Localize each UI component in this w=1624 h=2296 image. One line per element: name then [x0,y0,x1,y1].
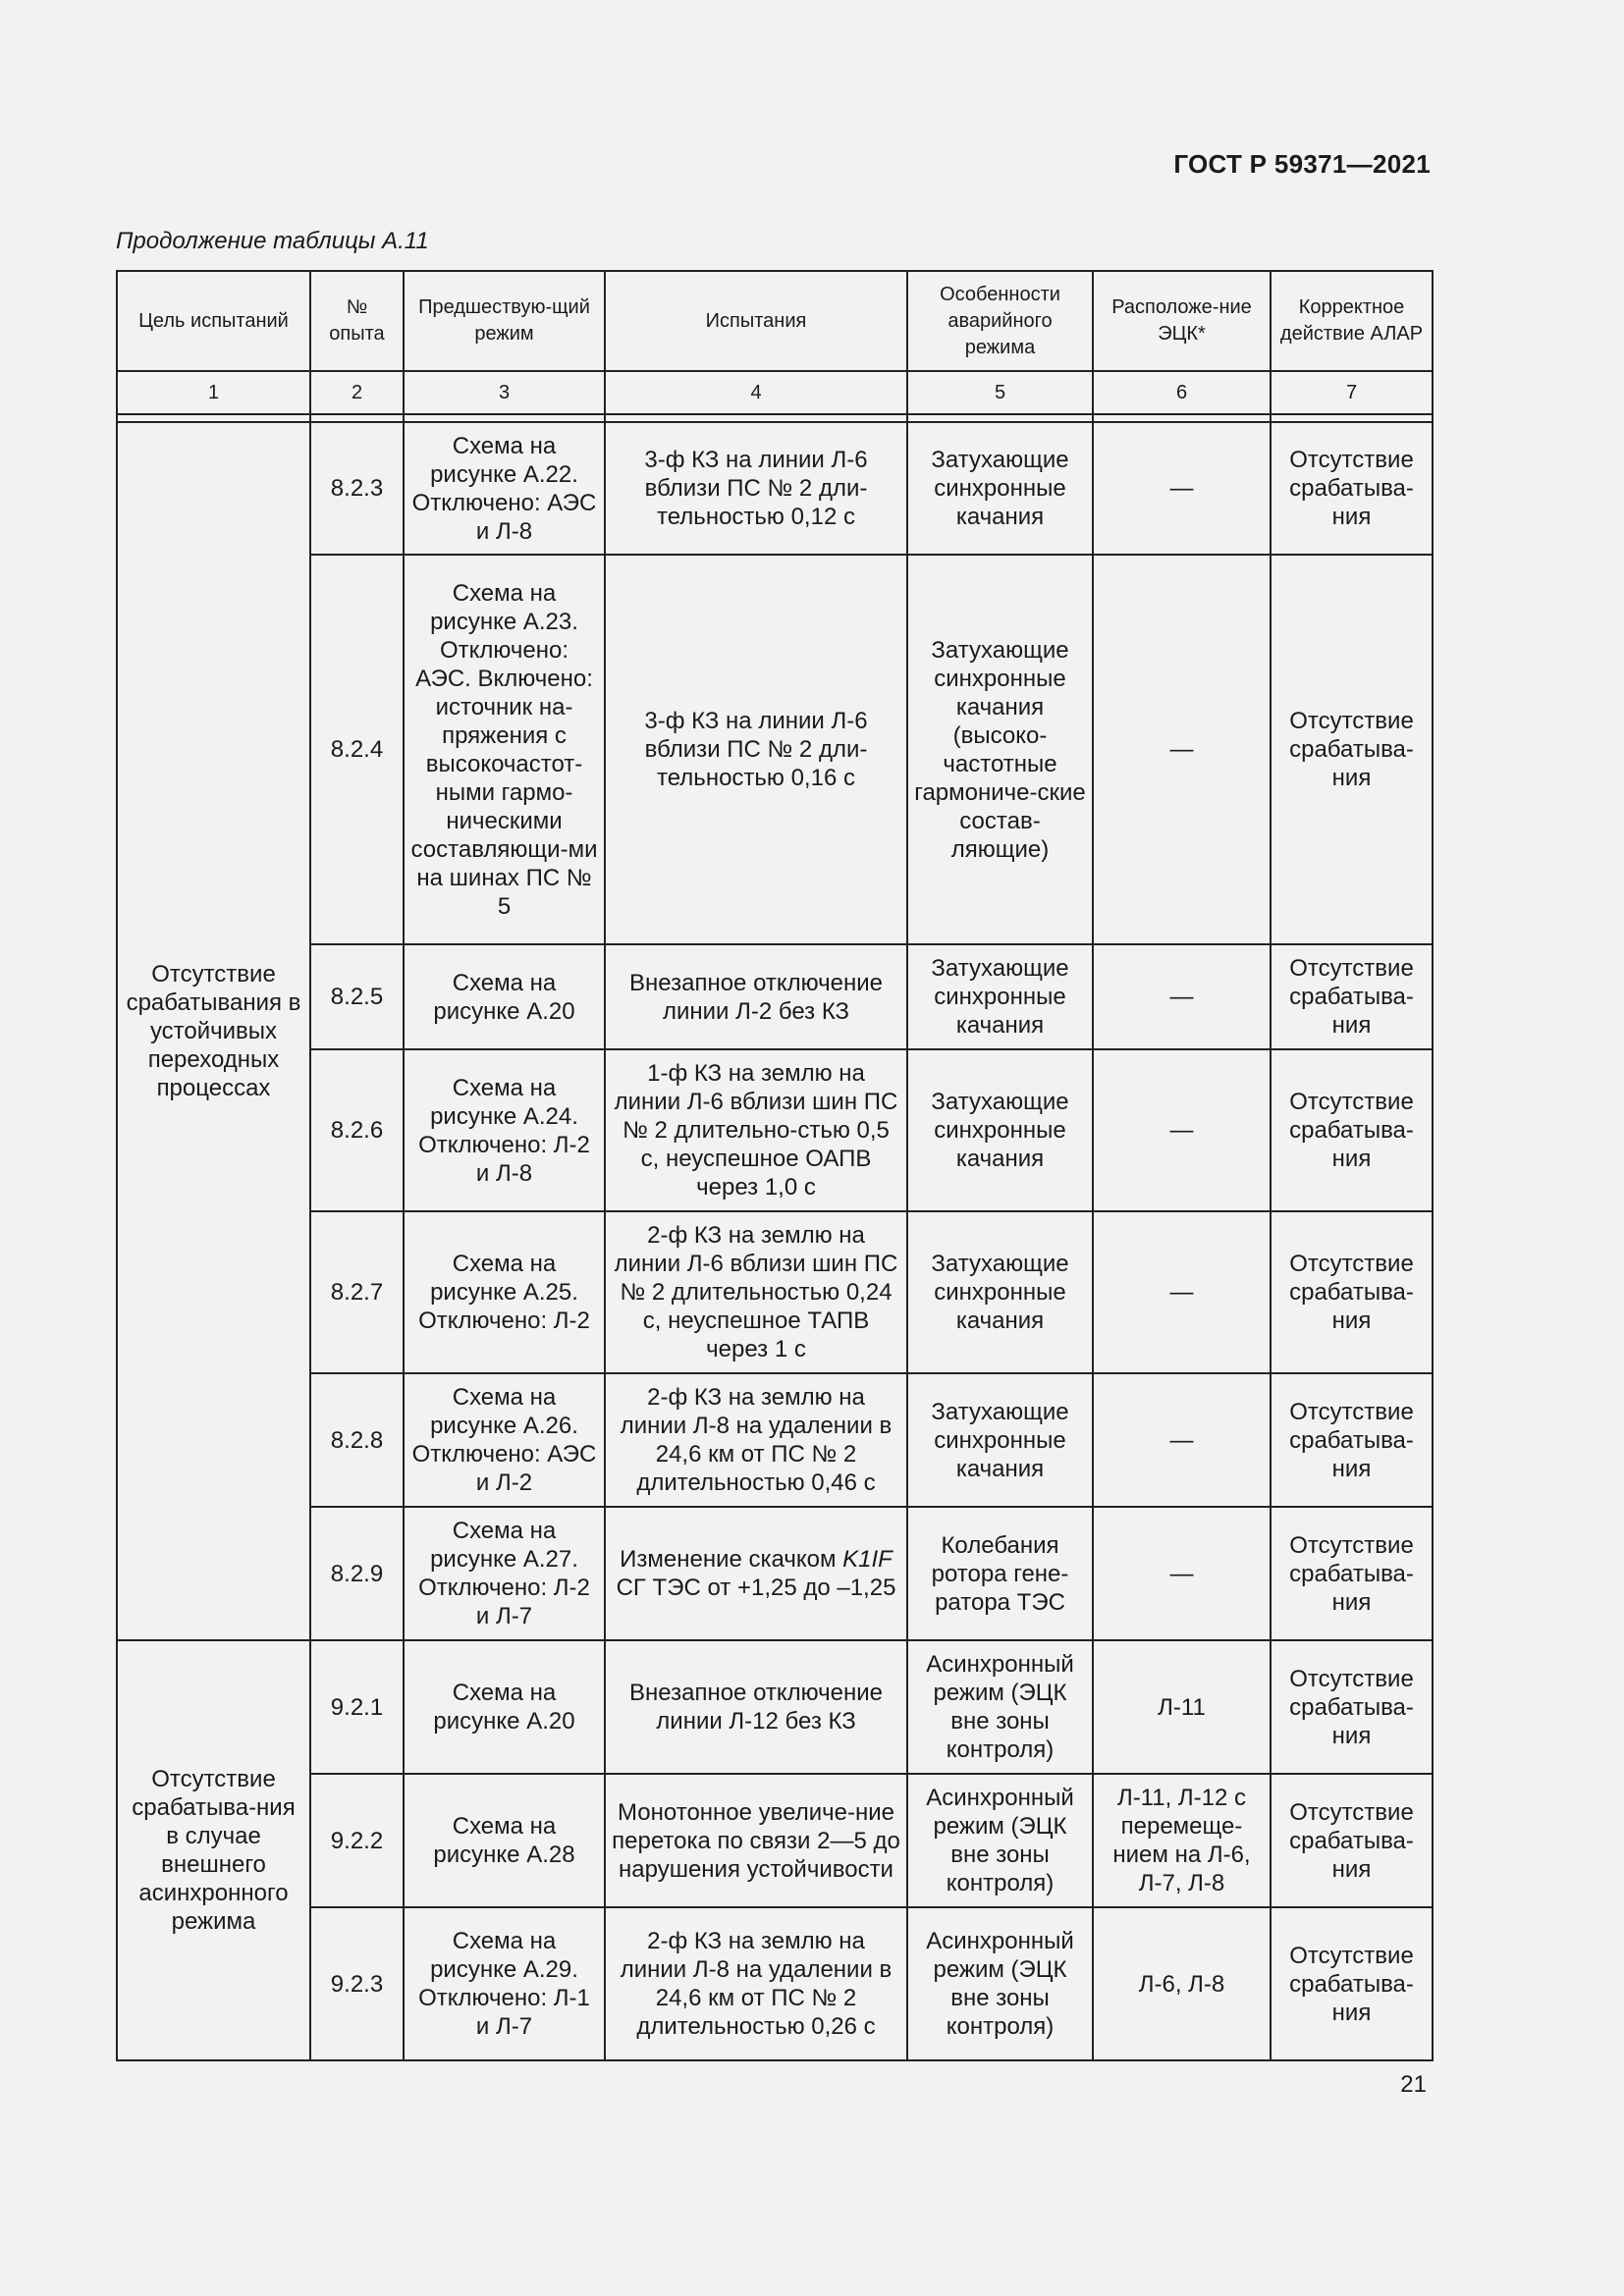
header-cell-prior: Предшествую-щий режим [404,271,605,371]
experiment-number: 8.2.9 [310,1507,404,1640]
table-row [117,1507,1433,1640]
test-description: 3-ф КЗ на линии Л-6 вблизи ПС № 2 дли-тельностью 0,12 с [605,422,907,555]
correct-action: Отсутствие срабатыва-ния [1271,1211,1433,1373]
test-description: Внезапное отключение линии Л-12 без КЗ [605,1640,907,1774]
correct-action: Отсутствие срабатыва-ния [1271,1774,1433,1907]
table-row [117,1774,1433,1907]
correct-action: Отсутствие срабатыва-ния [1271,422,1433,555]
column-number: 4 [605,371,907,414]
header-cell-action: Корректное действие АЛАР [1271,271,1433,371]
experiment-number: 9.2.3 [310,1907,404,2060]
ecc-location: — [1093,422,1271,555]
fault-features: Затухающие синхронные качания [907,944,1093,1049]
ecc-location: — [1093,1211,1271,1373]
prior-mode: Схема на рисунке А.20 [404,944,605,1049]
test-text-italic: K1IF [842,1546,893,1573]
prior-mode: Схема на рисунке А.24. Отключено: Л-2 и Л-8 [404,1049,605,1211]
column-number: 7 [1271,371,1433,414]
prior-mode: Схема на рисунке А.27. Отключено: Л-2 и Л-7 [404,1507,605,1640]
fault-features: Затухающие синхронные качания [907,1211,1093,1373]
experiment-number: 8.2.4 [310,555,404,944]
fault-features: Асинхронный режим (ЭЦК вне зоны контроля) [907,1640,1093,1774]
correct-action: Отсутствие срабатыва-ния [1271,555,1433,944]
column-number-row [117,371,1433,414]
ecc-location: Л-6, Л-8 [1093,1907,1271,2060]
page-number: 21 [1400,2071,1427,2098]
experiment-number: 9.2.2 [310,1774,404,1907]
header-cell-test: Испытания [605,271,907,371]
header-row [117,271,1433,371]
correct-action: Отсутствие срабатыва-ния [1271,1507,1433,1640]
header-cell-location: Расположе-ние ЭЦК* [1093,271,1271,371]
table-row [117,944,1433,1049]
correct-action: Отсутствие срабатыва-ния [1271,1907,1433,2060]
header-separator [117,414,1433,422]
column-number: 6 [1093,371,1271,414]
test-description: Внезапное отключение линии Л-2 без КЗ [605,944,907,1049]
test-description: Монотонное увеличе-ние перетока по связи 2—5 до нарушения устойчивости [605,1774,907,1907]
correct-action: Отсутствие срабатыва-ния [1271,1640,1433,1774]
prior-mode: Схема на рисунке А.26. Отключено: АЭС и Л-2 [404,1373,605,1507]
experiment-number: 8.2.5 [310,944,404,1049]
test-table [116,270,1434,2061]
header-cell-num: № опыта [310,271,404,371]
document-code: ГОСТ Р 59371—2021 [1173,149,1431,179]
test-description: 3-ф КЗ на линии Л-6 вблизи ПС № 2 дли-тельностью 0,16 с [605,555,907,944]
test-text-post: СГ ТЭС от +1,25 до –1,25 [616,1575,896,1601]
goal-cell: Отсутствие срабатыва-ния в случае внешнего асинхронного режима [117,1640,310,2060]
fault-features: Затухающие синхронные качания [907,422,1093,555]
column-number: 2 [310,371,404,414]
experiment-number: 8.2.3 [310,422,404,555]
table-row [117,1907,1433,2060]
test-description: 1-ф КЗ на землю на линии Л-6 вблизи шин ПС № 2 длительно-стью 0,5 с, неуспешное ОАПВ через 1,0 с [605,1049,907,1211]
experiment-number: 8.2.7 [310,1211,404,1373]
header-cell-features: Особенности аварийного режима [907,271,1093,371]
table-row [117,1049,1433,1211]
column-number: 1 [117,371,310,414]
table-row [117,1640,1433,1774]
fault-features: Затухающие синхронные качания [907,1049,1093,1211]
prior-mode: Схема на рисунке А.29. Отключено: Л-1 и Л-7 [404,1907,605,2060]
test-description [605,1507,907,1640]
prior-mode: Схема на рисунке А.20 [404,1640,605,1774]
column-number: 5 [907,371,1093,414]
test-text-pre: Изменение скачком [620,1546,843,1573]
table-row [117,1211,1433,1373]
ecc-location: Л-11, Л-12 с перемеще-нием на Л-6, Л-7, Л-8 [1093,1774,1271,1907]
column-number: 3 [404,371,605,414]
ecc-location: — [1093,1373,1271,1507]
fault-features: Затухающие синхронные качания (высоко-частотные гармониче-ские состав-ляющие) [907,555,1093,944]
ecc-location: — [1093,1049,1271,1211]
test-description: 2-ф КЗ на землю на линии Л-8 на удалении в 24,6 км от ПС № 2 длительностью 0,26 с [605,1907,907,2060]
ecc-location: — [1093,555,1271,944]
fault-features: Затухающие синхронные качания [907,1373,1093,1507]
experiment-number: 8.2.6 [310,1049,404,1211]
ecc-location: Л-11 [1093,1640,1271,1774]
table-caption: Продолжение таблицы А.11 [116,228,429,254]
correct-action: Отсутствие срабатыва-ния [1271,944,1433,1049]
test-description: 2-ф КЗ на землю на линии Л-6 вблизи шин ПС № 2 длительностью 0,24 с, неуспешное ТАПВ через 1 с [605,1211,907,1373]
table-row [117,422,1433,555]
ecc-location: — [1093,944,1271,1049]
prior-mode: Схема на рисунке А.28 [404,1774,605,1907]
goal-cell: Отсутствие срабатывания в устойчивых переходных процессах [117,422,310,1640]
header-cell-goal: Цель испытаний [117,271,310,371]
experiment-number: 9.2.1 [310,1640,404,1774]
experiment-number: 8.2.8 [310,1373,404,1507]
ecc-location: — [1093,1507,1271,1640]
test-description: 2-ф КЗ на землю на линии Л-8 на удалении в 24,6 км от ПС № 2 длительностью 0,46 с [605,1373,907,1507]
table-row [117,555,1433,944]
correct-action: Отсутствие срабатыва-ния [1271,1049,1433,1211]
fault-features: Асинхронный режим (ЭЦК вне зоны контроля) [907,1774,1093,1907]
fault-features: Асинхронный режим (ЭЦК вне зоны контроля) [907,1907,1093,2060]
prior-mode: Схема на рисунке А.25. Отключено: Л-2 [404,1211,605,1373]
table-row [117,1373,1433,1507]
prior-mode: Схема на рисунке А.22. Отключено: АЭС и Л-8 [404,422,605,555]
correct-action: Отсутствие срабатыва-ния [1271,1373,1433,1507]
fault-features: Колебания ротора гене-ратора ТЭС [907,1507,1093,1640]
prior-mode: Схема на рисунке А.23. Отключено: АЭС. Включено: источник на-пряжения с высокочастот-ными гармо-ническими составляющи-ми на шинах ПС № 5 [404,555,605,944]
